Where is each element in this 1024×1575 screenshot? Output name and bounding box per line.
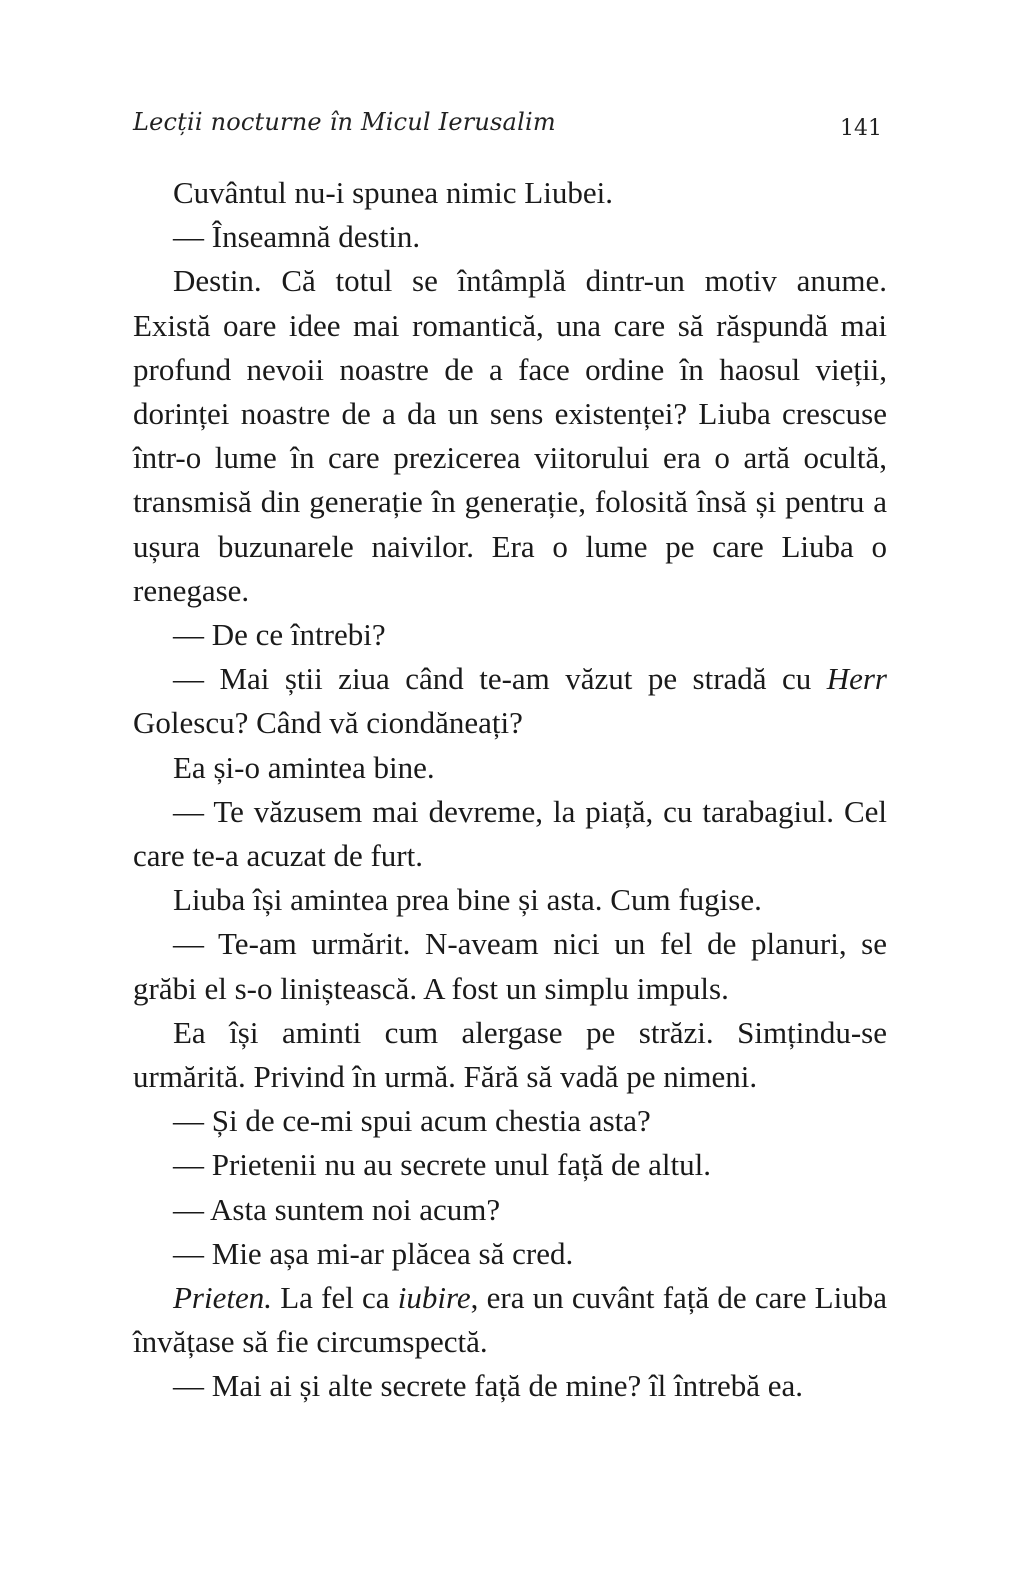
text-block [133, 171, 887, 1409]
paragraph: — Prietenii nu au secrete unul față de altul. [173, 1147, 712, 1183]
paragraph [133, 657, 887, 745]
paragraph: Cuvântul nu-i spunea nimic Liubei. [173, 175, 613, 210]
paragraph: — Asta suntem noi acum? [173, 1191, 501, 1227]
paragraph: Ea și-o amintea bine. [173, 749, 435, 785]
text-run: , era un cuvânt față de care Liuba învățase să fie circumspectă. [133, 1280, 887, 1360]
paragraph: Ea își aminti cum alergase pe străzi. Simțindu-se urmărită. Privind în urmă. Fără să vadă pe nimeni. [133, 1014, 887, 1095]
paragraph [133, 1276, 887, 1364]
paragraph: — Mie așa mi-ar plăcea să cred. [173, 1235, 574, 1271]
page-number: 141 [840, 116, 882, 141]
text-run: La fel ca [272, 1280, 398, 1316]
italic-text: iubire [397, 1280, 471, 1316]
paragraph: Destin. Că totul se întâmplă dintr-un motiv anume. Există oare idee mai romantică, una care să răspundă mai profund nevoii noastre de a face ordine în haosul vieții, dorinței noastre de a da un sens existenței? Liuba crescuse într-o lume în care prezicerea viitorului era o artă ocultă, transmisă din generație în generație, folosită însă și pentru a ușura buzunarele naivilor. Era o lume pe care Liuba o renegase. [133, 263, 887, 608]
paragraph: — Mai ai și alte secrete față de mine? îl întrebă ea. [173, 1368, 804, 1404]
italic-text: Herr [826, 661, 887, 697]
text-run: — Mai știi ziua când te-am văzut pe stradă cu [173, 661, 827, 697]
paragraph: — Înseamnă destin. [173, 219, 421, 255]
italic-text: Prieten. [173, 1280, 272, 1316]
text-run: Golescu? Când vă ciondăneați? [133, 705, 523, 741]
running-head: Lecții nocturne în Micul Ierusalim [133, 108, 556, 136]
paragraph: — Și de ce-mi spui acum chestia asta? [173, 1103, 651, 1139]
paragraph: — Te văzusem mai devreme, la piață, cu tarabagiul. Cel care te-a acuzat de furt. [133, 793, 887, 874]
paragraph: Liuba își amintea prea bine și asta. Cum fugise. [173, 882, 762, 918]
paragraph: — De ce întrebi? [173, 617, 386, 653]
paragraph: — Te-am urmărit. N-aveam nici un fel de planuri, se grăbi el s-o liniștească. A fost un simplu impuls. [133, 926, 887, 1006]
